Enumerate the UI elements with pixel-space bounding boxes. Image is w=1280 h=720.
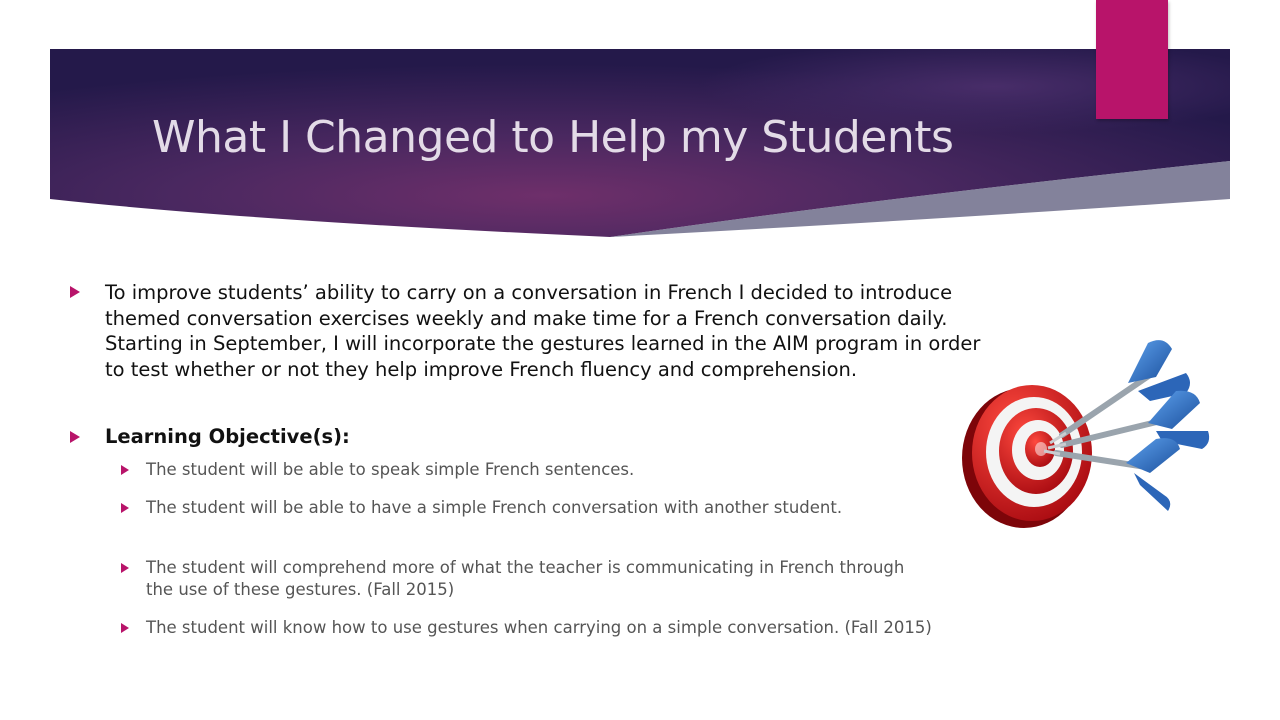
arrow-bullet-icon <box>121 465 129 475</box>
objectives-heading: Learning Objective(s): <box>105 425 350 448</box>
dartboard-with-darts-icon <box>950 335 1220 565</box>
objective-item: The student will comprehend more of what the teacher is communicating in French through the use of these gestures. (Fall 2015) <box>146 558 905 599</box>
arrow-bullet-icon <box>121 623 129 633</box>
objective-item: The student will be able to speak simple French sentences. <box>146 460 635 479</box>
intro-paragraph: To improve students’ ability to carry on a conversation in French I decided to introduce themed conversation exercises weekly and make time for a French conversation daily. Starting in September, I will incorporate the gestures learned in the AIM program in order to test whether or not they help improve French fluency and comprehension. <box>105 281 981 381</box>
objective-item: The student will know how to use gestures when carrying on a simple conversation. (Fall 2015) <box>146 618 932 637</box>
arrow-bullet-icon <box>121 503 129 513</box>
accent-tab <box>1096 0 1168 119</box>
objective-item: The student will be able to have a simple French conversation with another student. <box>146 498 843 517</box>
arrow-bullet-icon <box>121 563 129 573</box>
arrow-bullet-icon <box>70 286 80 298</box>
arrow-bullet-icon <box>70 431 80 443</box>
slide-title: What I Changed to Help my Students <box>152 112 954 163</box>
